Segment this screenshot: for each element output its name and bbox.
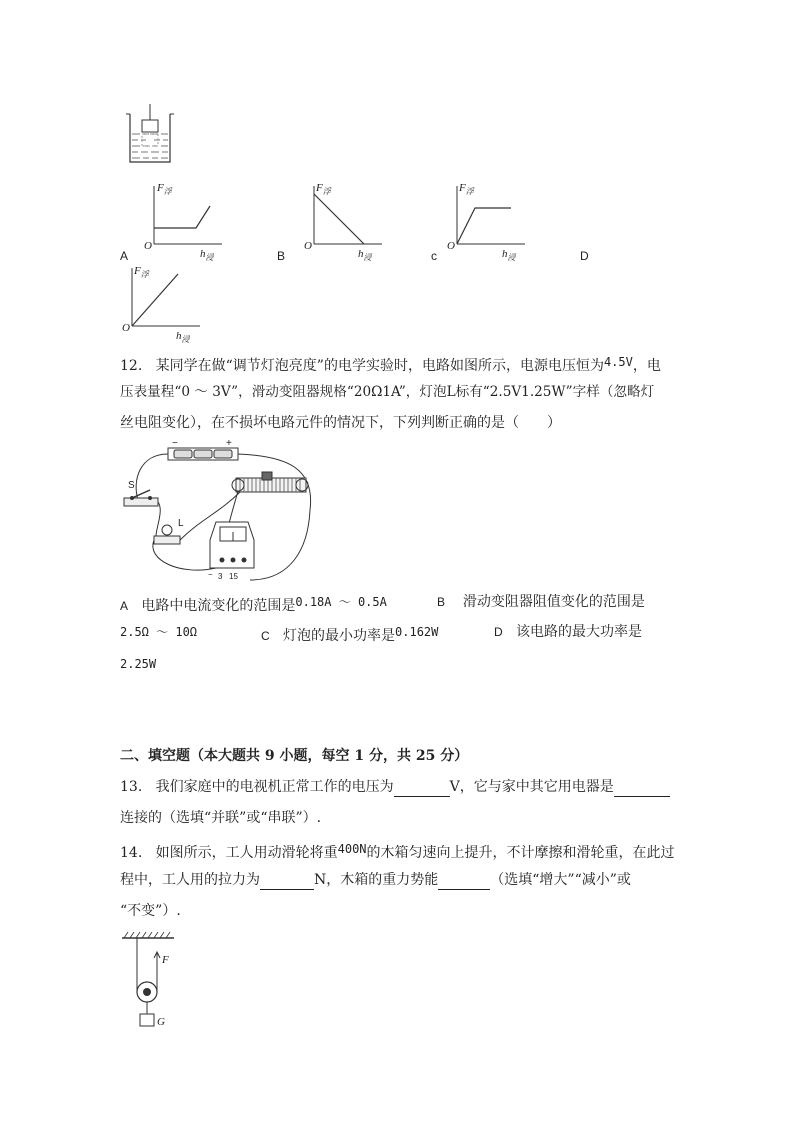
beaker-figure	[120, 100, 180, 170]
meter-15-label: 15	[229, 572, 238, 581]
graph-d-xlabel: $h_浸$	[176, 330, 190, 345]
graph-a-xlabel: $h_浸$	[200, 248, 214, 263]
q13-number: 13.	[120, 779, 143, 795]
graph-c-origin: O	[447, 240, 455, 252]
circuit-diagram	[120, 440, 320, 585]
graph-a-ylabel: $F_浮$	[157, 182, 172, 197]
q14-line2: 程中，工人用的拉力为 N，木箱的重力势能 （选填“增大”“减小”或	[120, 872, 631, 888]
q14-line3: “不变”）.	[120, 903, 181, 919]
q14-number: 14.	[120, 845, 143, 861]
q12-option-d: D 该电路的最大功率是	[494, 624, 643, 640]
graph-d	[118, 262, 208, 342]
q13-blank-2[interactable]	[614, 782, 670, 797]
option-b-label: B	[277, 249, 286, 263]
section-title: 二、填空题（本大题共 9 小题，每空 1 分，共 25 分）	[120, 748, 469, 764]
q14-blank-1[interactable]	[260, 875, 314, 890]
force-label: F	[162, 954, 169, 966]
graph-c-xlabel: $h_浸$	[502, 248, 516, 263]
q13-line2: 连接的（选填“并联”或“串联”）.	[120, 810, 322, 826]
q14-blank-2[interactable]	[438, 875, 490, 890]
graph-c	[443, 180, 533, 260]
battery-plus-label: +	[226, 438, 232, 449]
graph-b-xlabel: $h_浸$	[358, 248, 372, 263]
graph-a	[140, 180, 230, 260]
option-c-label: c	[431, 249, 437, 263]
q13-line1: 13. 我们家庭中的电视机正常工作的电压为 V，它与家中其它用电器是	[120, 777, 670, 797]
q12-option-d-value: 2.25W	[120, 657, 157, 671]
meter-minus-label: −	[208, 570, 213, 579]
option-a-label: A	[120, 249, 129, 263]
q12-line2: 压表量程“0 ～ 3V”，滑动变阻器规格“20Ω1A”，灯泡L标有“2.5V1.25W”字样（忽略灯	[120, 384, 655, 400]
pulley-figure	[120, 932, 180, 1032]
graph-b	[300, 180, 390, 260]
meter-3-label: 3	[218, 572, 223, 581]
graph-d-origin: O	[122, 322, 130, 334]
q12-option-a: A 电路中电流变化的范围是0.18A ～ 0.5A	[120, 595, 387, 614]
q14-line1: 14. 如图所示，工人用动滑轮将重400N的木箱匀速向上提升，不计摩擦和滑轮重，在此过	[120, 842, 675, 861]
graph-b-origin: O	[304, 240, 312, 252]
graph-a-origin: O	[144, 240, 152, 252]
q12-option-b-value: 2.5Ω ～ 10Ω	[120, 625, 198, 639]
q12-option-c: C 灯泡的最小功率是0.162W	[261, 625, 439, 644]
q12-line3: 丝电阻变化），在不损坏电路元件的情况下，下列判断正确的是（ ）	[120, 415, 561, 431]
switch-label: S	[128, 480, 135, 491]
graph-c-ylabel: $F_浮$	[459, 182, 474, 197]
q12-number: 12.	[120, 358, 143, 374]
graph-b-ylabel: $F_浮$	[316, 182, 331, 197]
weight-label: G	[157, 1016, 165, 1028]
q13-blank-1[interactable]	[394, 782, 450, 797]
graph-d-ylabel: $F_浮$	[134, 265, 149, 280]
battery-minus-label: −	[172, 438, 178, 449]
q12-line1: 12. 某同学在做“调节灯泡亮度”的电学实验时，电路如图所示，电源电压恒为4.5V，电	[120, 355, 661, 374]
option-d-label: D	[580, 249, 589, 263]
q12-option-b: B 滑动变阻器阻值变化的范围是	[437, 594, 645, 610]
lamp-label: L	[178, 518, 184, 529]
